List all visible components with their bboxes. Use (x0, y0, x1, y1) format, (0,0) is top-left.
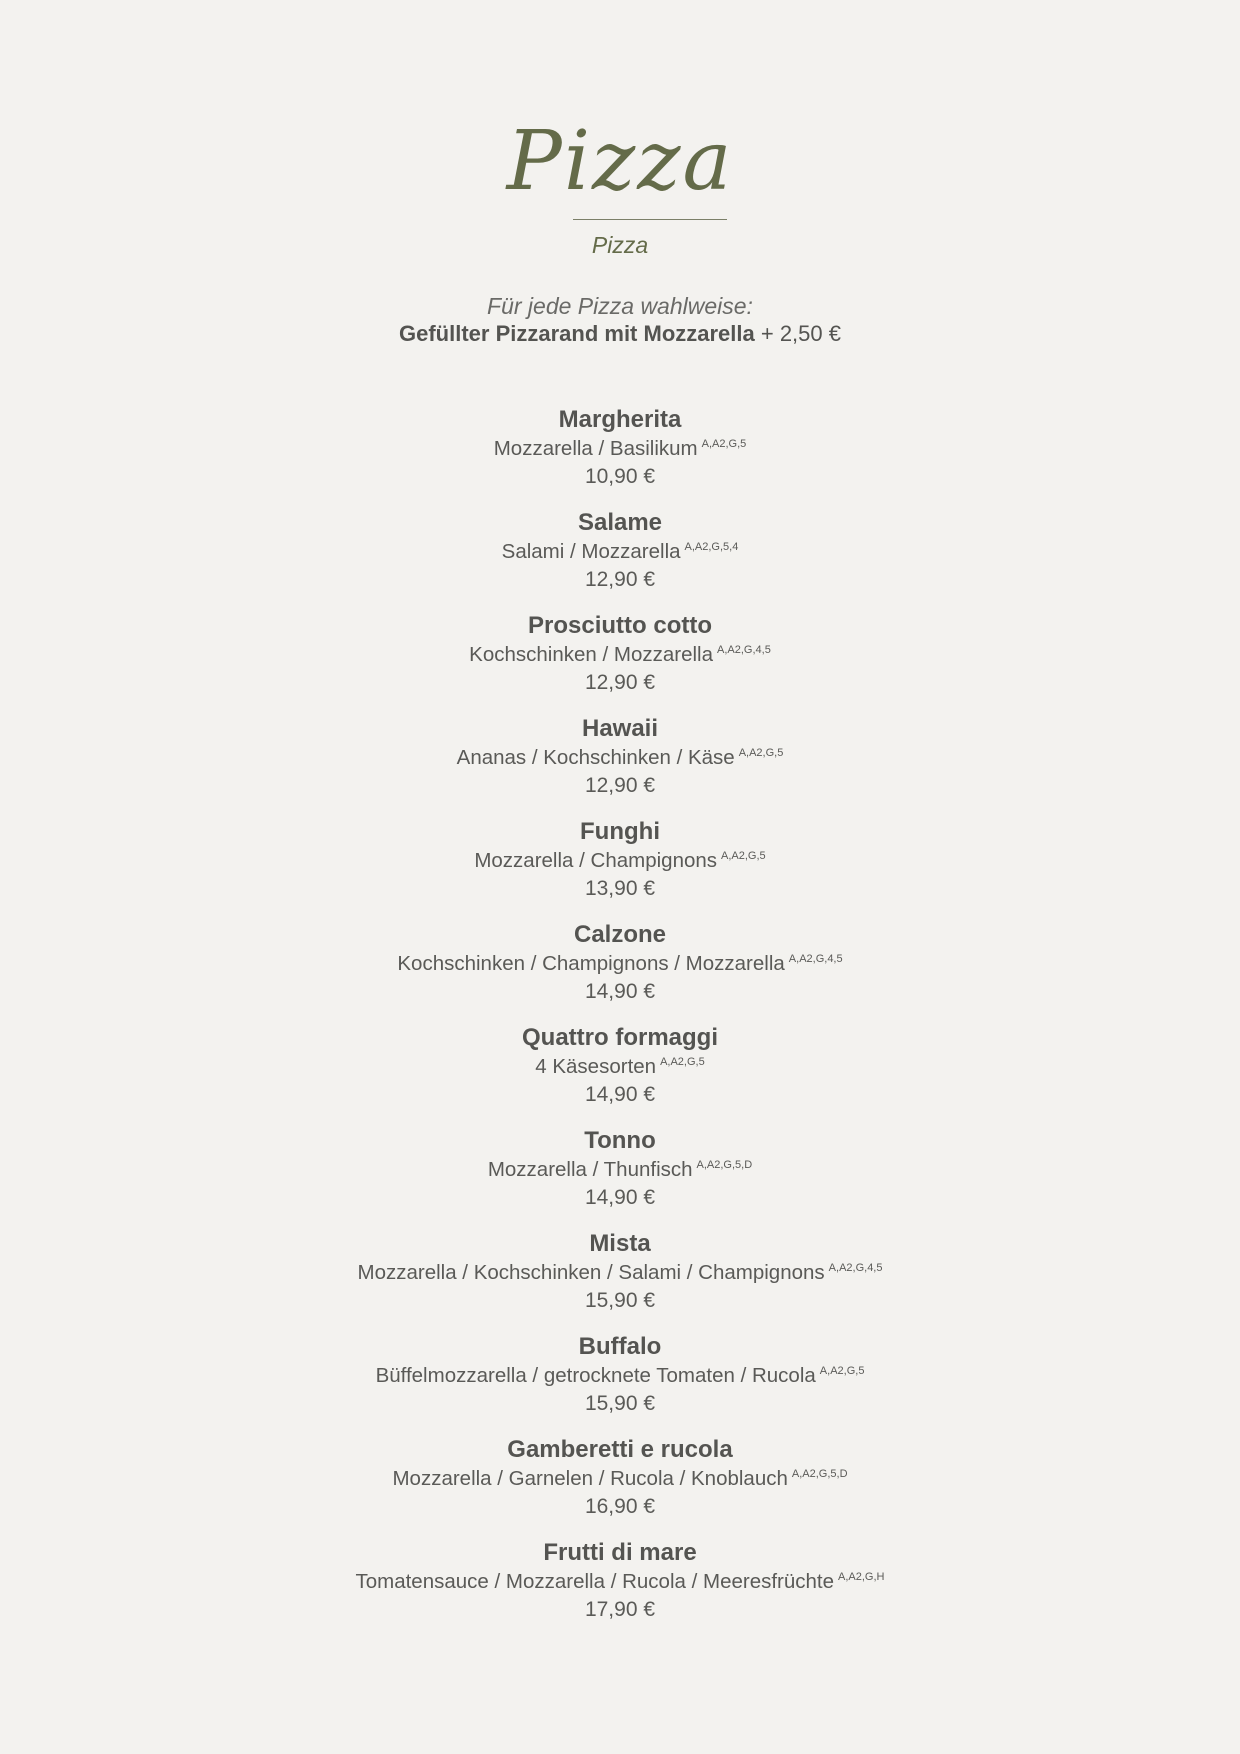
item-name: Mista (589, 1230, 651, 1257)
item-description-line (0, 848, 1240, 874)
item-description: Salami / Mozzarella (501, 540, 681, 563)
item-description: Mozzarella / Basilikum (493, 437, 698, 460)
script-title: Pizza (506, 114, 734, 209)
menu-item (0, 713, 1240, 816)
item-description: Mozzarella / Garnelen / Rucola / Knoblauch (392, 1467, 788, 1490)
item-description: Kochschinken / Mozzarella (469, 643, 714, 666)
item-description: Mozzarella / Champignons (474, 849, 718, 872)
item-price: 10,90 € (584, 465, 656, 488)
crust-option-intro: Für jede Pizza wahlweise: (487, 293, 753, 319)
menu-item (0, 610, 1240, 713)
item-price: 14,90 € (584, 1186, 656, 1209)
item-name: Hawaii (581, 715, 659, 742)
item-allergens: A,A2,G,5 (721, 850, 766, 862)
item-price: 16,90 € (584, 1495, 656, 1518)
item-price: 17,90 € (584, 1598, 656, 1621)
item-description-line (0, 951, 1240, 977)
item-allergens: A,A2,G,5 (701, 438, 747, 450)
item-name: Gamberetti e rucola (507, 1436, 733, 1463)
item-price: 15,90 € (584, 1392, 656, 1415)
item-description-line (0, 1569, 1240, 1595)
menu-item (0, 919, 1240, 1022)
item-allergens: A,A2,G,4,5 (717, 644, 771, 656)
item-price: 12,90 € (584, 774, 656, 797)
item-price: 13,90 € (584, 877, 656, 900)
item-description: Kochschinken / Champignons / Mozzarella (397, 952, 785, 975)
item-name: Salame (577, 509, 663, 536)
item-description-line (0, 1054, 1240, 1080)
item-allergens: A,A2,G,5,D (791, 1468, 848, 1480)
item-description: Büffelmozzarella / getrocknete Tomaten / Rucola (375, 1364, 816, 1387)
item-allergens: A,A2,G,5 (819, 1365, 865, 1377)
section-subtitle: Pizza (591, 232, 649, 258)
item-description-line (0, 1363, 1240, 1389)
item-name: Frutti di mare (543, 1539, 697, 1566)
item-price: 12,90 € (584, 671, 656, 694)
item-name: Funghi (580, 818, 660, 845)
item-description-line (0, 436, 1240, 462)
item-name: Tonno (584, 1127, 656, 1154)
item-allergens: A,A2,G,5,D (696, 1159, 753, 1171)
crust-option-name: Gefüllter Pizzarand mit Mozzarella (399, 321, 755, 346)
menu-item (0, 404, 1240, 507)
crust-option-line (0, 320, 1240, 348)
item-price: 12,90 € (584, 568, 656, 591)
item-price: 15,90 € (584, 1289, 656, 1312)
item-name: Calzone (573, 921, 666, 948)
item-allergens: A,A2,G,5 (660, 1056, 705, 1068)
menu-item (0, 507, 1240, 610)
item-allergens: A,A2,G,4,5 (788, 953, 843, 965)
pizza-menu-list (0, 404, 1240, 1640)
item-price: 14,90 € (584, 1083, 656, 1106)
crust-option-price: + 2,50 € (754, 321, 841, 346)
menu-item (0, 816, 1240, 919)
menu-item (0, 1022, 1240, 1125)
item-description: Ananas / Kochschinken / Käse (456, 746, 735, 769)
item-description: 4 Käsesorten (535, 1055, 657, 1078)
menu-item (0, 1537, 1240, 1640)
item-description-line (0, 745, 1240, 771)
item-description: Mozzarella / Thunfisch (487, 1158, 693, 1181)
item-allergens: A,A2,G,5 (738, 747, 784, 759)
menu-item (0, 1331, 1240, 1434)
item-price: 14,90 € (584, 980, 656, 1003)
item-description-line (0, 1466, 1240, 1492)
item-name: Buffalo (578, 1333, 662, 1360)
item-description: Mozzarella / Kochschinken / Salami / Champignons (357, 1261, 825, 1284)
item-description-line (0, 1157, 1240, 1183)
item-allergens: A,A2,G,H (838, 1571, 885, 1583)
item-name: Margherita (558, 406, 682, 433)
menu-item (0, 1125, 1240, 1228)
item-description-line (0, 642, 1240, 668)
item-description-line (0, 1260, 1240, 1286)
item-description-line (0, 539, 1240, 565)
crust-option-note (0, 292, 1240, 348)
menu-item (0, 1228, 1240, 1331)
item-description: Tomatensauce / Mozzarella / Rucola / Meeresfrüchte (355, 1570, 835, 1593)
menu-item (0, 1434, 1240, 1537)
item-name: Prosciutto cotto (528, 612, 712, 639)
item-allergens: A,A2,G,4,5 (828, 1262, 883, 1274)
item-allergens: A,A2,G,5,4 (684, 541, 739, 553)
item-name: Quattro formaggi (522, 1024, 718, 1051)
title-divider (573, 219, 727, 220)
